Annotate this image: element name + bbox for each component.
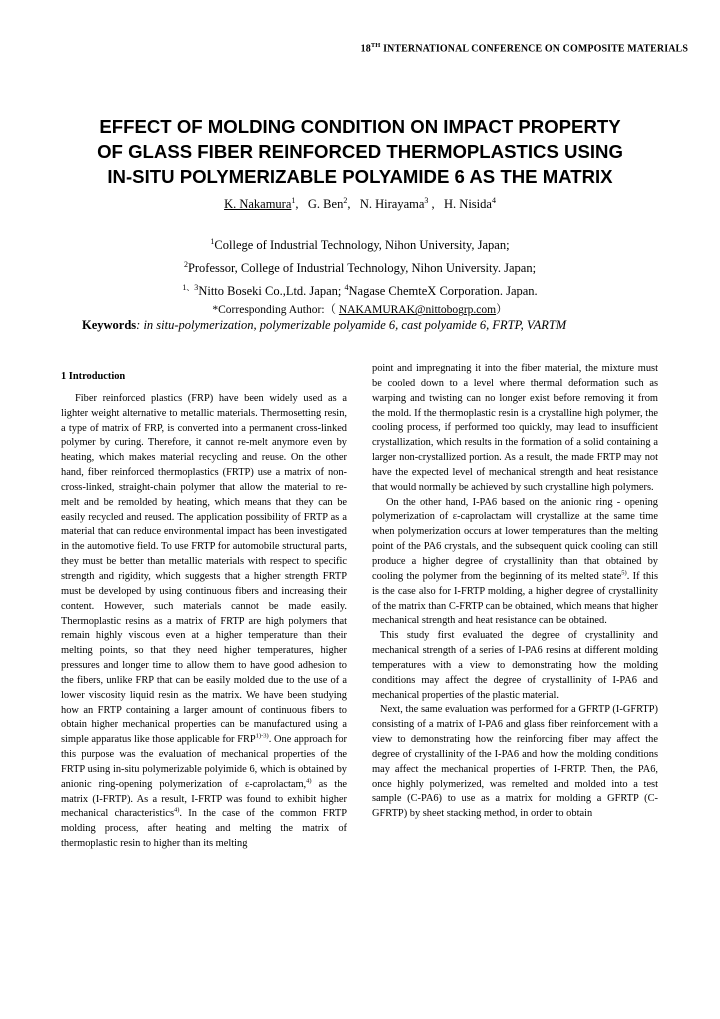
right-column xyxy=(372,362,658,822)
affiliation-2: $^2$Professor, College of Industrial Technology, Nihon University. Japan; xyxy=(183,260,537,276)
title-line-3: IN-SITU POLYMERIZABLE POLYAMIDE 6 AS THE MATRIX xyxy=(107,166,613,187)
right-paragraph-1: point and impregnating it into the fiber material, the mixture must be cooled down to a level where thermal deformation such as warping and twisting can no longer exist before removing it from the mold. If the thermoplastic resin is a crystalline high polymer, the cooling process, if performed too quickly, may lead to insufficient crystallization, which results in the formation of a solid containing a larger non-crystallized portion. As a result, the made FRTP may not have the expected level of mechanical strength and heat resistance that would normally be achieved by such crystalline high polymers. xyxy=(372,363,658,493)
conference-header: 18TH INTERNATIONAL CONFERENCE ON COMPOSITE MATERIALS xyxy=(360,42,688,55)
section-heading-introduction: 1 Introduction xyxy=(61,371,126,382)
keywords-text: : in situ-polymerization, polymerizable polyamide 6, cast polyamide 6, FRTP, VARTM xyxy=(136,318,567,332)
affiliation-3: $^{1、3}$Nitto Boseki Co.,Ltd. Japan; $^4$Nagase ChemteX Corporation. Japan. xyxy=(182,283,538,299)
author-nisida: H. Nisida xyxy=(444,197,492,212)
author-nakamura: K. Nakamura xyxy=(224,197,292,212)
corresponding-email-link[interactable]: NAKAMURAK@nittobogrp.com xyxy=(338,304,497,317)
right-paragraph-3: This study first evaluated the degree of crystallinity and mechanical strength of a series of I-PA6 resins at different molding temperatures with a view to demonstrating how the molding conditions may affect the degree of crystallinity of I-PA6 and mechanical properties of the plastic material. xyxy=(372,630,658,701)
intro-paragraph-1: Fiber reinforced plastics (FRP) have been widely used as a lighter weight alternative to metallic materials. Thermosetting resin, a type of matrix of FRP, is converted into a permanent cross-linked polymer by curing. Therefore, it cannot re-melt anymore even by heating, which makes material recycling and reuse. On the other hand, fiber reinforced thermoplastics (FRTP) use a matrix of non-cross-linked, straight-chain polymer that allow the material to re-melt and be remolded by heating, which means that they can be easily recycled and reused. The application possibility of FRTP as a material that can reduce environmental impact has been investigated in the automotive field. To use FRTP for automobile structural parts, they must be better than metallic materials with respect to specific strength and rigidity, which suggests that a higher strength FRTP must be developed by using continuous fibers and increasing their content. However, such materials cannot be made easily. Thermoplastic resins as a matrix of FRTP are high polymers that remain highly viscous even at a higher temperature than their melting points, so that they need higher temperatures, higher pressures and longer time to allow them to have good adhesion to the fibers, unlike FRP that can be easily molded due to the use of a lower viscosity liquid resin as the matrix. We have been studying how an FRTP containing a larger amount of continuous fibers to obtain higher mechanical properties can be manufactured using a simple apparatus like those applicable for $FRP^{1)-3)}$. One approach for this purpose was the evaluation of mechanical properties of the FRTP using in-situ polymerizable polyimide 6, which is obtained by anionic ring-opening polymerization of ε-caprolactam,$^{4)}$ as the matrix (I-FRTP). As a result, I-FRTP was found to exhibit higher mechanical characteristics$^{4)}$. In the case of the common FRTP molding process, after heating and melting the matrix of thermoplastic resin to higher than its melting xyxy=(61,392,348,850)
right-paragraph-2: On the other hand, I-PA6 based on the anionic ring - opening polymerization of ε-caprolactam will crystallize at the same time when polymerization occurs at lower temperatures than the melting point of the PA6 crystals, and the subsequent quick cooling can still produce a higher degree of crystallinity than that obtained by cooling the polymer from the beginning of its melted state$^{5)}$. If this is the case also for I-FRTP molding, a higher degree of crystallinity of the matrix than C-FRTP can be obtained, which means that higher mechanical strength and heat resistance can be obtained. xyxy=(372,496,659,627)
author-hirayama: N. Hirayama xyxy=(359,197,425,212)
affiliation-1: $^1$College of Industrial Technology, Nihon University, Japan; xyxy=(210,237,510,253)
author-list: K. Nakamura$^1$, G. Ben$^2$, N. Hirayama$^3$ , H. Nisida$^4$ xyxy=(224,196,496,212)
affiliations xyxy=(0,232,720,320)
title-line-2: OF GLASS FIBER REINFORCED THERMOPLASTICS USING xyxy=(97,141,623,162)
corresponding-author: *Corresponding Author:（ NAKAMURAK@nittobogrp.com） xyxy=(212,304,508,317)
right-paragraph-4: Next, the same evaluation was performed for a GFRTP (I-GFRTP) consisting of a matrix of I-PA6 and glass fiber reinforcement with a view to demonstrating how the reinforcing fiber may affect the degree of crystallinity of the I-PA6 and how the molding conditions may affect the mechanical properties of I-FRTP. Then, the PA6, once highly polymerized, was remelted and molded into a test sample (C-PA6) to use as a matrix for molding a GFRTP (C-GFRTP) by sheet stacking method, in order to obtain xyxy=(372,704,658,820)
keywords-label: Keywords xyxy=(82,318,137,332)
author-ben: G. Ben xyxy=(307,197,344,212)
paper-title xyxy=(60,114,660,189)
left-column xyxy=(61,362,347,852)
keywords xyxy=(82,318,566,333)
title-line-1: EFFECT OF MOLDING CONDITION ON IMPACT PROPERTY xyxy=(99,116,621,137)
